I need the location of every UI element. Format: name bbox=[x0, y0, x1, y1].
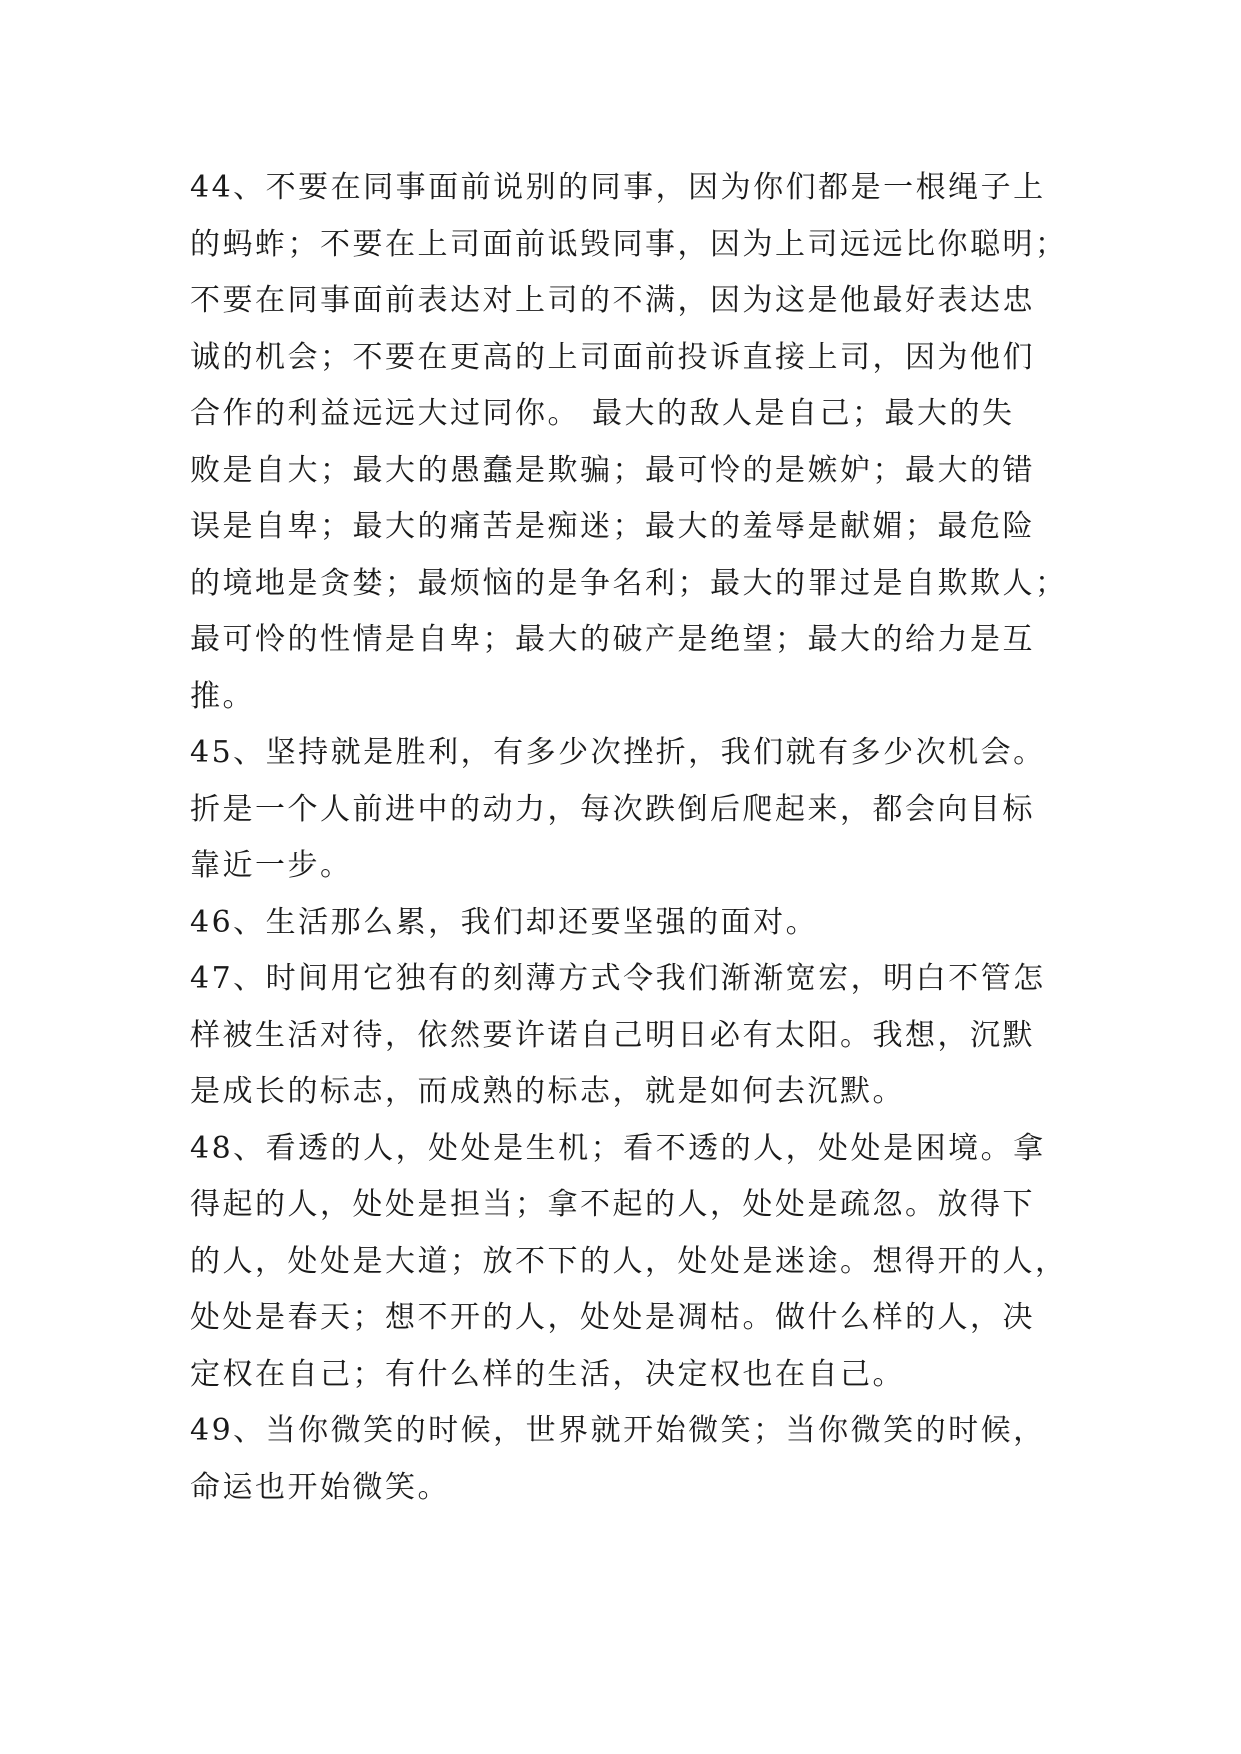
text-line: 47、时间用它独有的刻薄方式令我们渐渐宽宏，明白不管怎 bbox=[190, 961, 1046, 996]
text-line: 得起的人，处处是担当；拿不起的人，处处是疏忽。放得下 bbox=[190, 1187, 1035, 1222]
text-line: 处处是春天；想不开的人，处处是凋枯。做什么样的人，决 bbox=[190, 1300, 1035, 1335]
text-line: 46、生活那么累，我们却还要坚强的面对。 bbox=[190, 904, 819, 940]
text-line: 诚的机会；不要在更高的上司面前投诉直接上司，因为他们 bbox=[190, 339, 1035, 375]
text-line: 45、坚持就是胜利，有多少次挫折，我们就有多少次机会。 bbox=[190, 735, 1046, 770]
text-line: 的人，处处是大道；放不下的人，处处是迷途。想得开的人， bbox=[190, 1243, 1068, 1279]
text-line: 推。 bbox=[190, 678, 255, 714]
text-line: 样被生活对待，依然要许诺自己明日必有太阳。我想，沉默 bbox=[190, 1017, 1035, 1053]
text-line: 误是自卑；最大的痛苦是痴迷；最大的羞辱是献媚；最危险 bbox=[190, 509, 1035, 544]
text-line: 靠近一步。 bbox=[190, 848, 353, 883]
text-line: 是成长的标志，而成熟的标志，就是如何去沉默。 bbox=[190, 1074, 905, 1109]
text-line: 49、当你微笑的时候，世界就开始微笑；当你微笑的时候， bbox=[190, 1413, 1046, 1448]
text-line: 的境地是贪婪；最烦恼的是争名利；最大的罪过是自欺欺人； bbox=[190, 565, 1068, 601]
text-line: 不要在同事面前表达对上司的不满，因为这是他最好表达忠 bbox=[190, 283, 1035, 318]
text-line: 败是自大；最大的愚蠢是欺骗；最可怜的是嫉妒；最大的错 bbox=[190, 452, 1035, 488]
text-line: 的蚂蚱；不要在上司面前诋毁同事，因为上司远远比你聪明； bbox=[190, 226, 1068, 262]
text-line: 折是一个人前进中的动力，每次跌倒后爬起来，都会向目标 bbox=[190, 791, 1035, 827]
text-line: 44、不要在同事面前说别的同事，因为你们都是一根绳子上 bbox=[190, 170, 1046, 205]
text-line: 合作的利益远远大过同你。 最大的敌人是自己；最大的失 bbox=[190, 396, 1015, 431]
text-line: 定权在自己；有什么样的生活，决定权也在自己。 bbox=[190, 1356, 905, 1392]
text-line: 48、看透的人，处处是生机；看不透的人，处处是困境。拿 bbox=[190, 1130, 1046, 1166]
document-body bbox=[190, 160, 1070, 1516]
text-line: 最可怜的性情是自卑；最大的破产是绝望；最大的给力是互 bbox=[190, 622, 1035, 657]
text-line: 命运也开始微笑。 bbox=[190, 1469, 450, 1505]
